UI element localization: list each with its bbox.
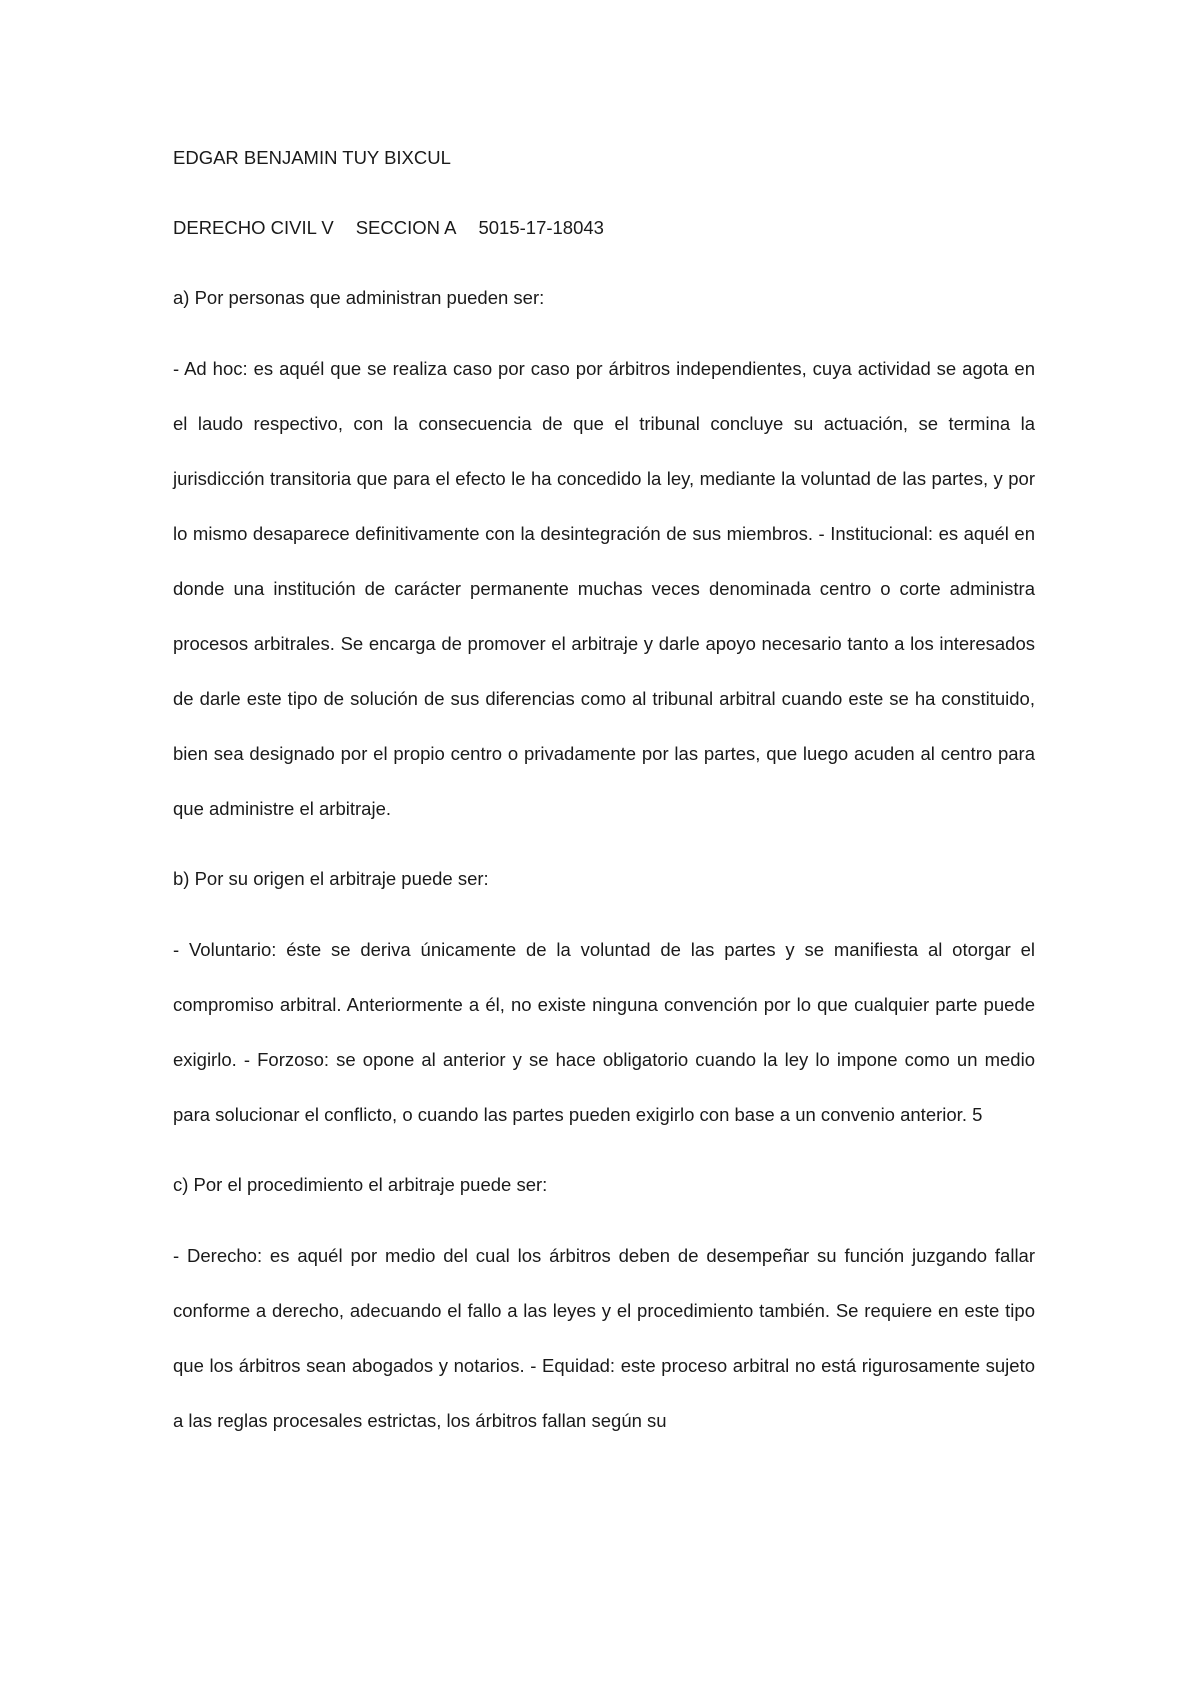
course-line bbox=[173, 216, 1035, 240]
course-section: SECCION A bbox=[355, 217, 457, 238]
section-a-body: - Ad hoc: es aquél que se realiza caso por caso por árbitros independientes, cuya actividad se agota en el laudo respectivo, con la consecuencia de que el tribunal concluye su actuación, se termina la jurisdicción transitoria que para el efecto le ha concedido la ley, mediante la voluntad de las partes, y por lo mismo desaparece definitivamente con la desintegración de sus miembros. - Institucional: es aquél en donde una institución de carácter permanente muchas veces denominada centro o corte administra procesos arbitrales. Se encarga de promover el arbitraje y darle apoyo necesario tanto a los interesados de darle este tipo de solución de sus diferencias como al tribunal arbitral cuando este se ha constituido, bien sea designado por el propio centro o privadamente por las partes, que luego acuden al centro para que administre el arbitraje. bbox=[173, 358, 1035, 819]
section-a-heading: a) Por personas que administran pueden ser: bbox=[173, 287, 545, 308]
student-id: 5015-17-18043 bbox=[478, 217, 604, 238]
section-c-heading: c) Por el procedimiento el arbitraje puede ser: bbox=[173, 1174, 548, 1195]
section-b-body: - Voluntario: éste se deriva únicamente de la voluntad de las partes y se manifiesta al otorgar el compromiso arbitral. Anteriormente a él, no existe ninguna convención por lo que cualquier parte puede exigirlo. - Forzoso: se opone al anterior y se hace obligatorio cuando la ley lo impone como un medio para solucionar el conflicto, o cuando las partes pueden exigirlo con base a un convenio anterior. 5 bbox=[173, 939, 1035, 1125]
document-body bbox=[173, 146, 1035, 1448]
author-name: EDGAR BENJAMIN TUY BIXCUL bbox=[173, 147, 451, 168]
section-b-heading: b) Por su origen el arbitraje puede ser: bbox=[173, 868, 489, 889]
section-c-body: - Derecho: es aquél por medio del cual los árbitros deben de desempeñar su función juzgando fallar conforme a derecho, adecuando el fallo a las leyes y el procedimiento también. Se requiere en este tipo que los árbitros sean abogados y notarios. - Equidad: este proceso arbitral no está rigurosamente sujeto a las reglas procesales estrictas, los árbitros fallan según su bbox=[173, 1245, 1035, 1431]
course-name: DERECHO CIVIL V bbox=[173, 217, 334, 238]
